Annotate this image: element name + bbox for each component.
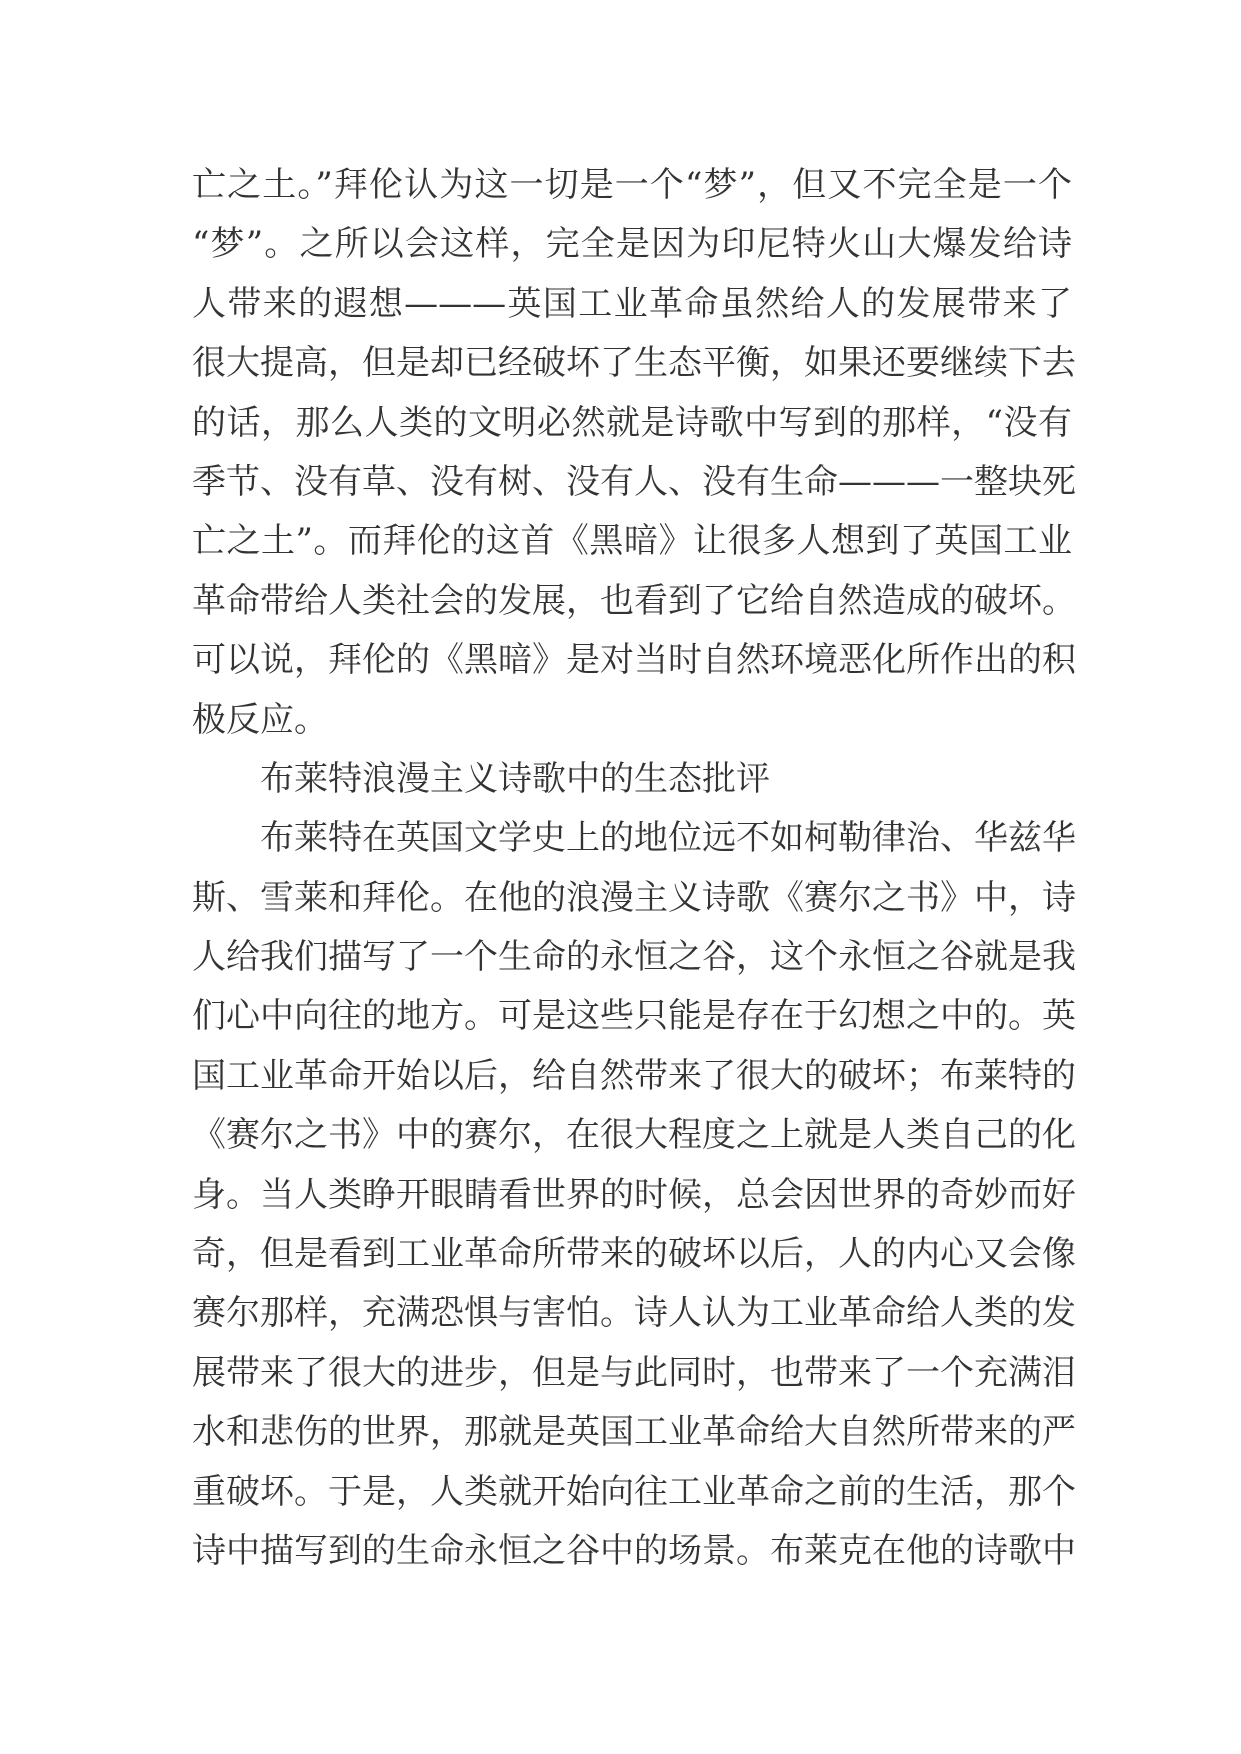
text-line: 亡之土。”拜伦认为这一切是一个“梦”，但又不完全是一个 — [192, 165, 1072, 205]
text-line: 人带来的遐想———英国工业革命虽然给人的发展带来了 — [192, 283, 1072, 324]
text-line: 诗中描写到的生命永恒之谷中的场景。布莱克在他的诗歌中 — [192, 1530, 1076, 1571]
text-line: 极反应。 — [192, 699, 328, 740]
text-line: 展带来了很大的进步，但是与此同时，也带来了一个充满泪 — [192, 1352, 1076, 1393]
text-line: 很大提高，但是却已经破坏了生态平衡，如果还要继续下去 — [192, 343, 1076, 384]
text-line: 重破坏。于是，人类就开始向往工业革命之前的生活，那个 — [192, 1471, 1076, 1512]
text-line: 水和悲伤的世界，那就是英国工业革命给大自然所带来的严 — [192, 1412, 1076, 1453]
text-line: 人给我们描写了一个生命的永恒之谷，这个永恒之谷就是我 — [192, 937, 1076, 978]
text-line: 的话，那么人类的文明必然就是诗歌中写到的那样，“没有 — [192, 402, 1072, 443]
text-line: 布莱特在英国文学史上的地位远不如柯勒律治、华兹华 — [260, 818, 1076, 859]
text-line: “梦”。之所以会这样，完全是因为印尼特火山大爆发给诗 — [192, 224, 1072, 265]
paragraph-blake-thel — [192, 809, 1076, 1581]
body-text — [192, 156, 1076, 1581]
text-line: 奇，但是看到工业革命所带来的破坏以后，人的内心又会像 — [192, 1234, 1076, 1275]
text-line: 革命带给人类社会的发展，也看到了它给自然造成的破坏。 — [192, 580, 1076, 621]
text-line: 亡之土”。而拜伦的这首《黑暗》让很多人想到了英国工业 — [192, 521, 1072, 562]
paragraph-byron-darkness — [192, 156, 1076, 750]
text-line: 《赛尔之书》中的赛尔，在很大程度之上就是人类自己的化 — [192, 1115, 1076, 1156]
text-line: 季节、没有草、没有树、没有人、没有生命———一整块死 — [192, 461, 1076, 502]
text-line: 国工业革命开始以后，给自然带来了很大的破坏；布莱特的 — [192, 1055, 1076, 1096]
text-line: 赛尔那样，充满恐惧与害怕。诗人认为工业革命给人类的发 — [192, 1293, 1076, 1334]
text-line: 们心中向往的地方。可是这些只能是存在于幻想之中的。英 — [192, 996, 1076, 1037]
text-line: 可以说，拜伦的《黑暗》是对当时自然环境恶化所作出的积 — [192, 640, 1076, 681]
text-line: 身。当人类睁开眼睛看世界的时候，总会因世界的奇妙而好 — [192, 1174, 1076, 1215]
text-line: 斯、雪莱和拜伦。在他的浪漫主义诗歌《赛尔之书》中，诗 — [192, 877, 1076, 918]
section-heading: 布莱特浪漫主义诗歌中的生态批评 — [260, 758, 770, 799]
